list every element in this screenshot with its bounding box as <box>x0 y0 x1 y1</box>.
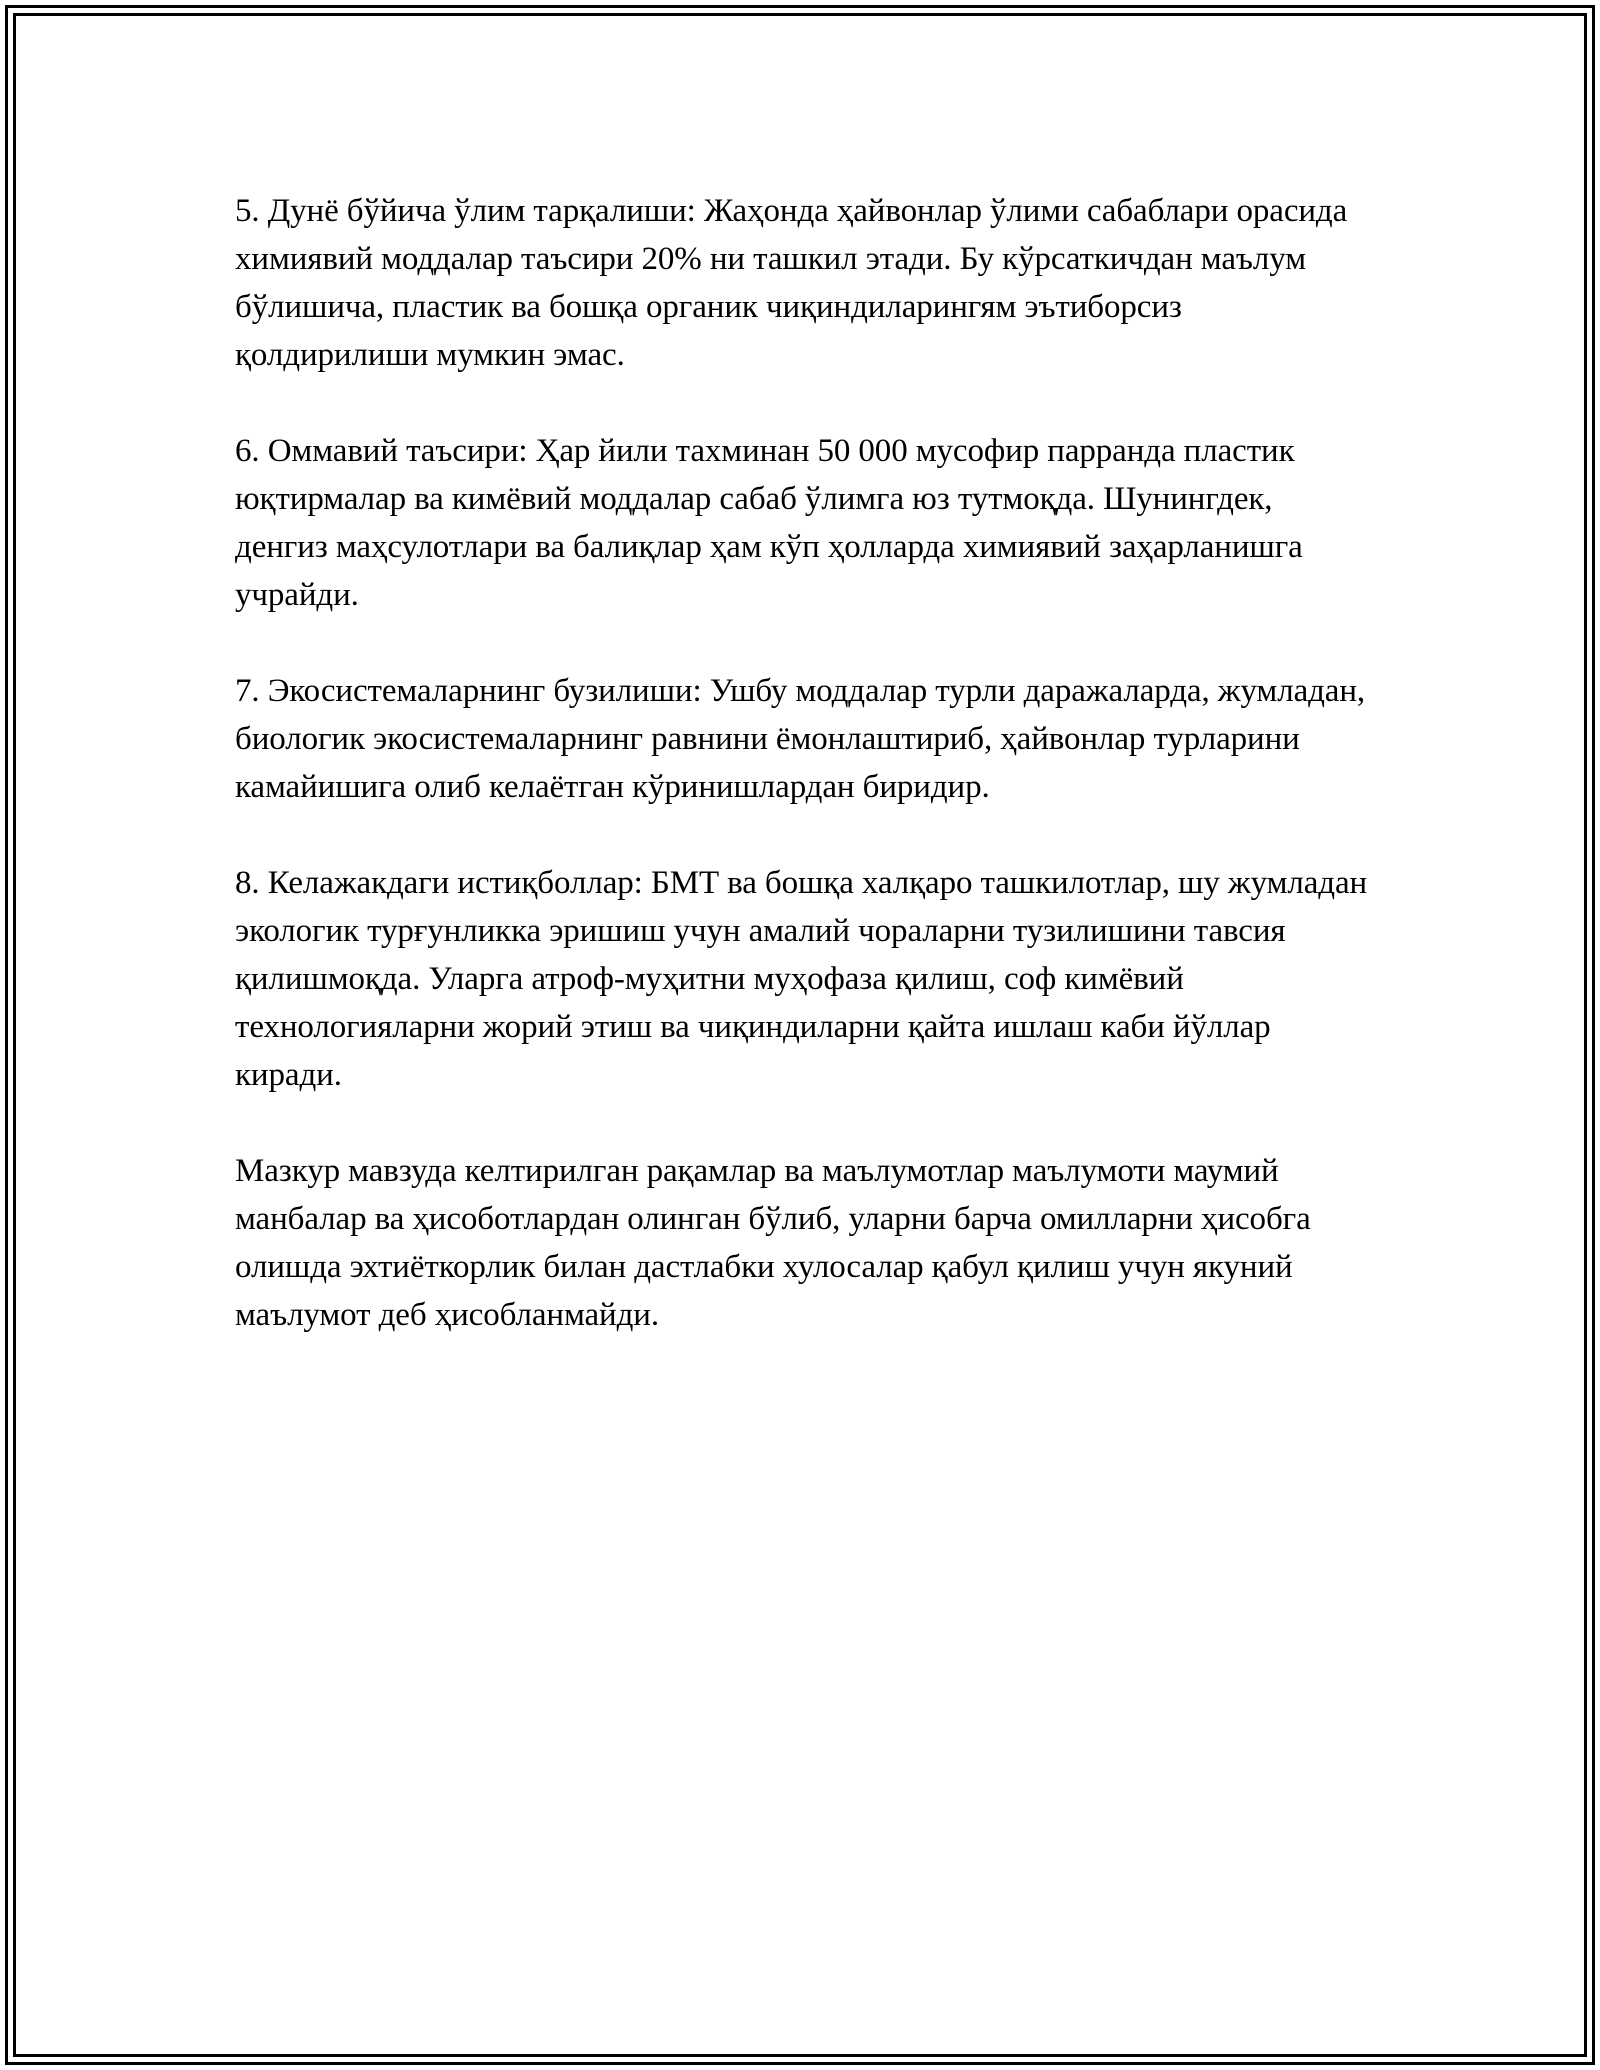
paragraph-8-future-prospects: 8. Келажакдаги истиқболлар: БМТ ва бошқа халқаро ташкилотлар, шу жумладан экологик турғунликка эришиш учун амалий чораларни тузилишини тавсия қилишмоқда. Уларга атроф-муҳитни муҳофаза қилиш, соф кимёвий технологияларни жорий этиш ва чиқиндиларни қайта ишлаш каби йўллар киради. <box>235 865 1368 1093</box>
paragraph-7-ecosystem-disruption: 7. Экосистемаларнинг бузилиши: Ушбу моддалар турли даражаларда, жумладан, биологик экосистемаларнинг равнини ёмонлаштириб, ҳайвонлар турларини камайишига олиб келаётган кўринишлардан биридир. <box>235 673 1366 805</box>
paragraph-5-global-mortality: 5. Дунё бўйича ўлим тарқалиши: Жаҳонда ҳайвонлар ўлими сабаблари орасида химиявий моддалар таъсири 20% ни ташкил этади. Бу кўрсаткичдан маълум бўлишича, пластик ва бошқа органик чиқиндиларингям эътиборсиз қолдирилиши мумкин эмас. <box>235 193 1348 373</box>
paragraph-disclaimer: Мазкур мавзуда келтирилган рақамлар ва маълумотлар маълумоти маумий манбалар ва ҳисоботлардан олинган бўлиб, уларни барча омилларни ҳисобга олишда эхтиёткорлик билан дастлабки хулосалар қабул қилиш учун якуний маълумот деб ҳисобланмайди. <box>235 1153 1311 1333</box>
document-body <box>235 187 1370 1387</box>
paragraph-6-mass-impact: 6. Оммавий таъсири: Ҳар йили тахминан 50 000 мусофир парранда пластик юқтирмалар ва кимёвий моддалар сабаб ўлимга юз тутмоқда. Шунингдек, денгиз маҳсулотлари ва балиқлар ҳам кўп ҳолларда химиявий заҳарланишга учрайди. <box>235 433 1303 613</box>
